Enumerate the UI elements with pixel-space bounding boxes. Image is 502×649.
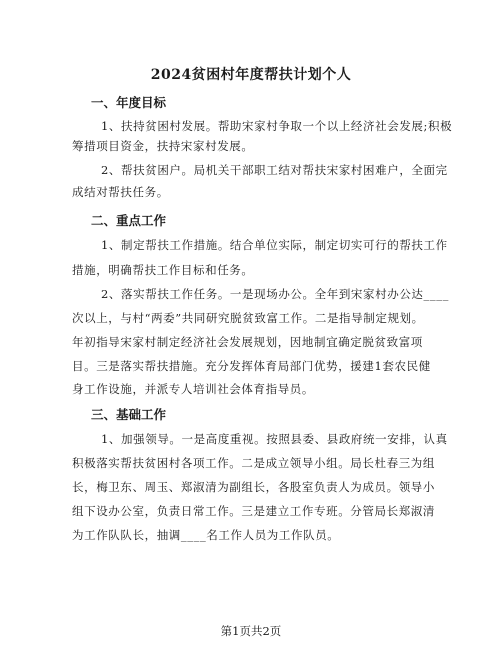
paragraph-line: 2、帮扶贫困户。局机关干部职工结对帮扶宋家村困难户，全面完 bbox=[101, 163, 448, 177]
paragraph-line: 积极落实帮扶贫困村各项工作。二是成立领导小组。局长杜春三为组 bbox=[72, 456, 435, 470]
paragraph-line: 长，梅卫东、周玉、郑淑清为副组长，各股室负责人为成员。领导小 bbox=[72, 480, 435, 494]
paragraph-line: 筹措项目资金，扶持宋家村发展。 bbox=[72, 139, 254, 153]
paragraph-line: 2、落实帮扶工作任务。一是现场办公。全年到宋家村办公达____ bbox=[101, 287, 449, 301]
paragraph-line: 身工作设施，并派专人培训社会体育指导员。 bbox=[72, 382, 314, 396]
section-heading-basic-work: 三、基础工作 bbox=[91, 407, 167, 422]
paragraph-line: 1、制定帮扶工作措施。结合单位实际，制定切实可行的帮扶工作 bbox=[101, 238, 448, 252]
paragraph-line: 年初指导宋家村制定经济社会发展规划，因地制宜确定脱贫致富项 bbox=[72, 335, 423, 349]
paragraph-line: 1、扶持贫困村发展。帮助宋家村争取一个以上经济社会发展;积极 bbox=[101, 119, 453, 133]
paragraph-line: 措施，明确帮扶工作目标和任务。 bbox=[72, 263, 254, 277]
paragraph-line: 组下设办公室，负责日常工作。三是建立工作专班。分管局长郑淑清 bbox=[72, 504, 435, 518]
page-number: 第1页共2页 bbox=[220, 624, 282, 638]
paragraph-line: 次以上，与村“两委”共同研究脱贫致富工作。二是指导制定规划。 bbox=[72, 311, 424, 325]
section-heading-goals: 一、年度目标 bbox=[91, 95, 167, 110]
page-title: 2024贫困村年度帮扶计划个人 bbox=[150, 67, 352, 83]
paragraph-line: 成结对帮扶任务。 bbox=[72, 185, 169, 199]
section-heading-key-work: 二、重点工作 bbox=[91, 213, 167, 228]
paragraph-line: 为工作队队长，抽调____名工作人员为工作队员。 bbox=[72, 528, 340, 542]
paragraph-line: 1、加强领导。一是高度重视。按照县委、县政府统一安排，认真 bbox=[101, 432, 448, 446]
paragraph-line: 目。三是落实帮扶措施。充分发挥体育局部门优势，援建1套农民健 bbox=[72, 359, 431, 373]
